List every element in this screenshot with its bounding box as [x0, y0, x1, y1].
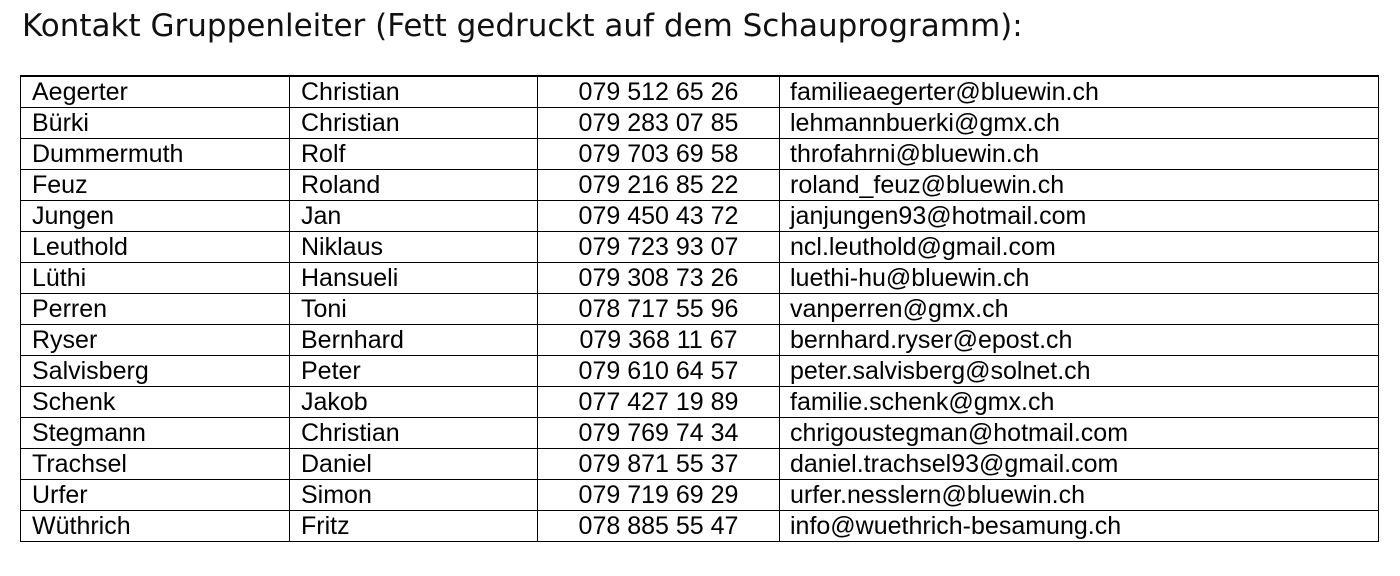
email-cell: info@wuethrich-besamung.ch — [780, 511, 1379, 542]
first-name-cell: Bernhard — [290, 325, 538, 356]
last-name-cell: Ryser — [21, 325, 290, 356]
contact-table — [20, 75, 1379, 542]
last-name-cell: Salvisberg — [21, 356, 290, 387]
first-name-cell: Rolf — [290, 139, 538, 170]
first-name-cell: Peter — [290, 356, 538, 387]
table-row — [21, 201, 1379, 232]
table-row — [21, 263, 1379, 294]
table-row — [21, 139, 1379, 170]
email-cell: daniel.trachsel93@gmail.com — [780, 449, 1379, 480]
email-cell: ncl.leuthold@gmail.com — [780, 232, 1379, 263]
first-name-cell: Daniel — [290, 449, 538, 480]
email-cell: janjungen93@hotmail.com — [780, 201, 1379, 232]
phone-cell: 079 450 43 72 — [538, 201, 780, 232]
email-cell: lehmannbuerki@gmx.ch — [780, 108, 1379, 139]
table-row — [21, 76, 1379, 108]
last-name-cell: Jungen — [21, 201, 290, 232]
email-cell: urfer.nesslern@bluewin.ch — [780, 480, 1379, 511]
last-name-cell: Leuthold — [21, 232, 290, 263]
first-name-cell: Christian — [290, 108, 538, 139]
table-row — [21, 387, 1379, 418]
first-name-cell: Jan — [290, 201, 538, 232]
phone-cell: 079 512 65 26 — [538, 76, 780, 108]
last-name-cell: Dummermuth — [21, 139, 290, 170]
table-row — [21, 232, 1379, 263]
contact-table-body — [21, 76, 1379, 542]
table-row — [21, 356, 1379, 387]
email-cell: chrigoustegman@hotmail.com — [780, 418, 1379, 449]
phone-cell: 079 610 64 57 — [538, 356, 780, 387]
last-name-cell: Aegerter — [21, 76, 290, 108]
phone-cell: 079 216 85 22 — [538, 170, 780, 201]
first-name-cell: Niklaus — [290, 232, 538, 263]
last-name-cell: Feuz — [21, 170, 290, 201]
first-name-cell: Simon — [290, 480, 538, 511]
last-name-cell: Bürki — [21, 108, 290, 139]
page-title: Kontakt Gruppenleiter (Fett gedruckt auf dem Schauprogramm): — [22, 8, 1023, 44]
email-cell: peter.salvisberg@solnet.ch — [780, 356, 1379, 387]
table-row — [21, 170, 1379, 201]
last-name-cell: Wüthrich — [21, 511, 290, 542]
phone-cell: 078 885 55 47 — [538, 511, 780, 542]
table-row — [21, 418, 1379, 449]
email-cell: familie.schenk@gmx.ch — [780, 387, 1379, 418]
phone-cell: 079 703 69 58 — [538, 139, 780, 170]
last-name-cell: Perren — [21, 294, 290, 325]
table-row — [21, 108, 1379, 139]
email-cell: roland_feuz@bluewin.ch — [780, 170, 1379, 201]
email-cell: vanperren@gmx.ch — [780, 294, 1379, 325]
phone-cell: 079 769 74 34 — [538, 418, 780, 449]
phone-cell: 079 283 07 85 — [538, 108, 780, 139]
first-name-cell: Fritz — [290, 511, 538, 542]
email-cell: bernhard.ryser@epost.ch — [780, 325, 1379, 356]
phone-cell: 079 719 69 29 — [538, 480, 780, 511]
first-name-cell: Christian — [290, 418, 538, 449]
table-row — [21, 294, 1379, 325]
first-name-cell: Christian — [290, 76, 538, 108]
table-row — [21, 325, 1379, 356]
email-cell: throfahrni@bluewin.ch — [780, 139, 1379, 170]
table-row — [21, 449, 1379, 480]
last-name-cell: Schenk — [21, 387, 290, 418]
table-row — [21, 511, 1379, 542]
phone-cell: 078 717 55 96 — [538, 294, 780, 325]
first-name-cell: Roland — [290, 170, 538, 201]
phone-cell: 079 368 11 67 — [538, 325, 780, 356]
first-name-cell: Toni — [290, 294, 538, 325]
last-name-cell: Lüthi — [21, 263, 290, 294]
phone-cell: 079 723 93 07 — [538, 232, 780, 263]
first-name-cell: Hansueli — [290, 263, 538, 294]
table-row — [21, 480, 1379, 511]
first-name-cell: Jakob — [290, 387, 538, 418]
phone-cell: 077 427 19 89 — [538, 387, 780, 418]
phone-cell: 079 308 73 26 — [538, 263, 780, 294]
last-name-cell: Trachsel — [21, 449, 290, 480]
email-cell: luethi-hu@bluewin.ch — [780, 263, 1379, 294]
phone-cell: 079 871 55 37 — [538, 449, 780, 480]
email-cell: familieaegerter@bluewin.ch — [780, 76, 1379, 108]
last-name-cell: Stegmann — [21, 418, 290, 449]
last-name-cell: Urfer — [21, 480, 290, 511]
